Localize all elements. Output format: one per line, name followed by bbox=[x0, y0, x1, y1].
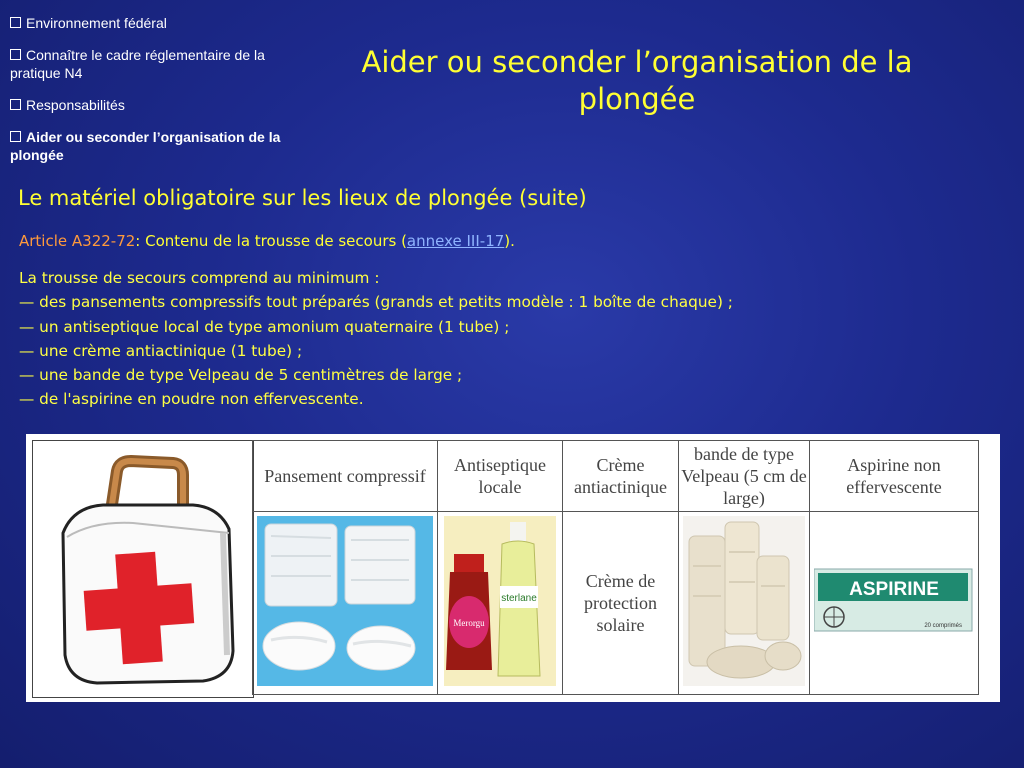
aspirine-image bbox=[810, 512, 979, 695]
annexe-link[interactable]: annexe III-17 bbox=[406, 232, 505, 250]
bande-image bbox=[679, 512, 810, 695]
header-pansement: Pansement compressif bbox=[253, 441, 438, 512]
creme-cell: Crème de protection solaire bbox=[563, 512, 679, 695]
header-antiseptique: Antiseptique locale bbox=[438, 441, 563, 512]
section-nav bbox=[10, 14, 300, 178]
header-creme: Crème antiactinique bbox=[563, 441, 679, 512]
header-bande: bande de type Velpeau (5 cm de large) bbox=[679, 441, 810, 512]
first-aid-kit-icon bbox=[33, 441, 253, 697]
checkbox-bullet-icon bbox=[10, 99, 21, 110]
kit-item: — des pansements compressifs tout préparés (grands et petits modèle : 1 boîte de chaque) ; bbox=[19, 293, 733, 312]
table-image-row bbox=[253, 512, 979, 695]
article-number: Article A322-72 bbox=[19, 232, 136, 250]
nav-item-responsabilites[interactable] bbox=[10, 96, 300, 114]
first-aid-kit-cell bbox=[32, 440, 254, 698]
compress-bandage-icon bbox=[257, 516, 433, 686]
antiseptic-label-1: Merorgu bbox=[453, 617, 485, 628]
table-header-row bbox=[253, 441, 979, 512]
kit-item: — un antiseptique local de type amonium quaternaire (1 tube) ; bbox=[19, 317, 510, 336]
nav-item-environnement[interactable] bbox=[10, 14, 300, 32]
aspirin-count: 20 comprimés bbox=[924, 622, 962, 629]
aspirin-brand: ASPIRINE bbox=[849, 578, 939, 600]
article-reference bbox=[19, 232, 515, 250]
kit-item: — de l'aspirine en poudre non effervescente. bbox=[19, 390, 364, 409]
header-aspirine: Aspirine non effervescente bbox=[810, 441, 979, 512]
nav-item-label: Connaître le cadre réglementaire de la pratique N4 bbox=[10, 47, 265, 81]
checkbox-bullet-icon bbox=[10, 49, 21, 60]
nav-item-label: Responsabilités bbox=[26, 97, 125, 113]
nav-item-label: Aider ou seconder l’organisation de la plongée bbox=[10, 129, 281, 163]
pansement-image bbox=[253, 512, 438, 695]
kit-illustration-panel bbox=[26, 434, 1000, 702]
nav-item-cadre-reglementaire[interactable] bbox=[10, 46, 300, 82]
velpeau-bandage-icon bbox=[683, 516, 805, 686]
antiseptic-bottles-icon bbox=[444, 516, 556, 686]
kit-items-table bbox=[252, 440, 979, 695]
article-end: ). bbox=[504, 232, 515, 250]
kit-item: — une crème antiactinique (1 tube) ; bbox=[19, 341, 303, 360]
kit-intro: La trousse de secours comprend au minimum : bbox=[19, 269, 380, 287]
slide-title: Aider ou seconder l’organisation de la plongée bbox=[361, 45, 913, 116]
nav-item-label: Environnement fédéral bbox=[26, 15, 167, 31]
section-subtitle: Le matériel obligatoire sur les lieux de plongée (suite) bbox=[18, 186, 587, 210]
checkbox-bullet-icon bbox=[10, 131, 21, 142]
kit-contents-text bbox=[19, 266, 733, 412]
kit-item: — une bande de type Velpeau de 5 centimètres de large ; bbox=[19, 366, 463, 385]
checkbox-bullet-icon bbox=[10, 17, 21, 28]
antiseptic-label-2: sterlane bbox=[501, 592, 537, 604]
article-text: : Contenu de la trousse de secours ( bbox=[135, 232, 407, 250]
nav-item-organisation[interactable] bbox=[10, 128, 300, 164]
antiseptique-image bbox=[438, 512, 563, 695]
aspirin-box-icon bbox=[814, 561, 974, 641]
